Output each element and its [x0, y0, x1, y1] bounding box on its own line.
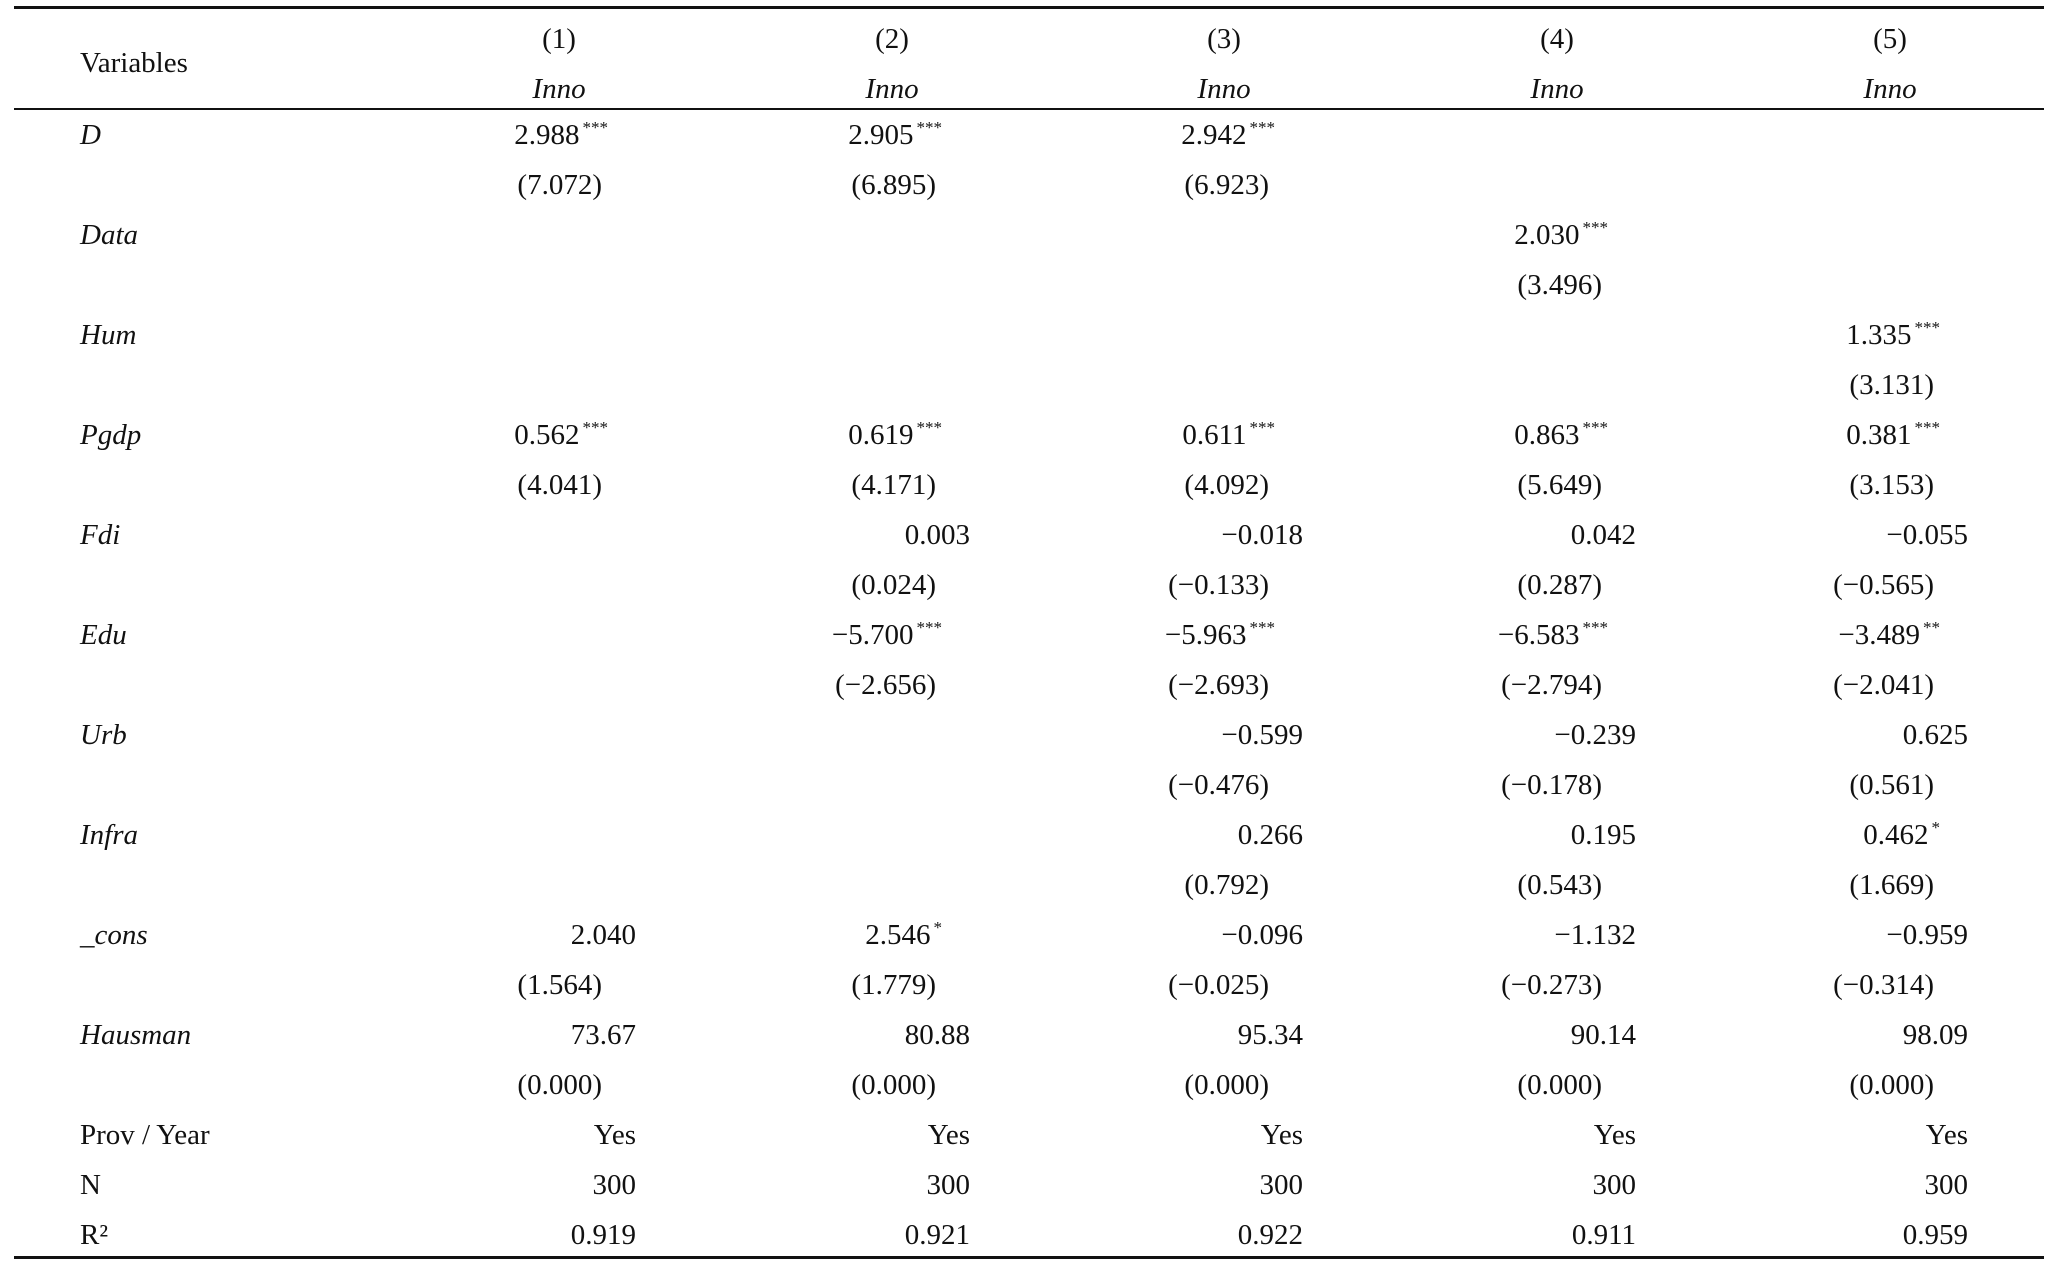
- t-statistic: (0.000): [1517, 1069, 1602, 1101]
- coefficient-cell: [594, 1116, 636, 1154]
- column-number: (5): [1873, 23, 1907, 55]
- t-statistic: (6.923): [1184, 169, 1269, 201]
- coefficient-value: −6.583: [1497, 619, 1580, 651]
- coefficient-value: −0.018: [1221, 519, 1303, 551]
- coefficient-cell: [1846, 416, 1940, 458]
- coefficient-value: 0.003: [904, 519, 970, 551]
- significance-stars: ***: [1582, 618, 1608, 637]
- coefficient-cell: [514, 416, 608, 458]
- coefficient-value: 2.988: [514, 119, 580, 151]
- coefficient-cell: [1903, 1016, 1968, 1054]
- t-statistic: (0.543): [1517, 869, 1602, 901]
- coefficient-cell: [1221, 516, 1303, 554]
- coefficient-cell: [1261, 1116, 1303, 1154]
- coefficient-value: −5.963: [1164, 619, 1247, 651]
- coefficient-value: 0.959: [1902, 1219, 1968, 1251]
- top-rule: [14, 6, 2044, 9]
- coefficient-value: 0.562: [514, 419, 580, 451]
- significance-stars: **: [1923, 618, 1940, 637]
- coefficient-cell: [571, 1016, 636, 1054]
- coefficient-cell: [1165, 616, 1275, 658]
- coefficient-cell: [1221, 716, 1303, 754]
- coefficient-cell: [1925, 1166, 1969, 1204]
- coefficient-value: Yes: [1260, 1119, 1303, 1151]
- coefficient-cell: [1903, 716, 1968, 754]
- coefficient-cell: [1846, 316, 1940, 358]
- coefficient-value: 300: [926, 1169, 970, 1201]
- coefficient-cell: [1571, 516, 1636, 554]
- row-label: _cons: [80, 919, 148, 951]
- coefficient-value: −3.489: [1838, 619, 1920, 651]
- t-statistic: (0.000): [1184, 1069, 1269, 1101]
- coefficient-value: 98.09: [1902, 1019, 1968, 1051]
- significance-stars: ***: [916, 418, 942, 437]
- coefficient-cell: [1571, 1016, 1636, 1054]
- row-label: Hausman: [80, 1019, 192, 1051]
- coefficient-value: 0.919: [570, 1219, 636, 1251]
- variables-header: Variables: [80, 47, 188, 79]
- t-statistic: (3.131): [1849, 369, 1934, 401]
- t-statistic: (0.287): [1517, 569, 1602, 601]
- significance-stars: ***: [1582, 418, 1608, 437]
- significance-stars: ***: [1249, 418, 1275, 437]
- coefficient-cell: [1594, 1116, 1636, 1154]
- column-dependent-variable: Inno: [1530, 73, 1584, 105]
- t-statistic: (0.024): [851, 569, 936, 601]
- coefficient-value: 2.040: [570, 919, 636, 951]
- coefficient-value: 0.195: [1570, 819, 1636, 851]
- coefficient-value: 300: [1592, 1169, 1636, 1201]
- coefficient-value: 0.381: [1846, 419, 1912, 451]
- t-statistic: (3.153): [1849, 469, 1934, 501]
- t-statistic: (0.792): [1184, 869, 1269, 901]
- t-statistic: (5.649): [1517, 469, 1602, 501]
- header-rule: [14, 108, 2044, 110]
- coefficient-cell: [1593, 1166, 1637, 1204]
- coefficient-cell: [1838, 616, 1940, 658]
- coefficient-value: 300: [1259, 1169, 1303, 1201]
- coefficient-cell: [1903, 1216, 1968, 1254]
- coefficient-value: Yes: [1925, 1119, 1968, 1151]
- significance-stars: ***: [582, 118, 608, 137]
- t-statistic: (−0.273): [1501, 969, 1602, 1001]
- coefficient-value: −0.239: [1554, 719, 1636, 751]
- coefficient-cell: [1221, 916, 1303, 954]
- t-statistic: (0.561): [1849, 769, 1934, 801]
- coefficient-value: 0.922: [1237, 1219, 1303, 1251]
- coefficient-cell: [848, 116, 942, 158]
- coefficient-cell: [1886, 516, 1968, 554]
- coefficient-cell: [1260, 1166, 1304, 1204]
- coefficient-value: 95.34: [1237, 1019, 1303, 1051]
- coefficient-value: 1.335: [1846, 319, 1912, 351]
- t-statistic: (4.092): [1184, 469, 1269, 501]
- significance-stars: ***: [1914, 318, 1940, 337]
- t-statistic: (4.041): [517, 469, 602, 501]
- t-statistic: (−2.041): [1833, 669, 1934, 701]
- bottom-rule: [14, 1256, 2044, 1259]
- t-statistic: (1.564): [517, 969, 602, 1001]
- row-label: Fdi: [80, 519, 121, 551]
- significance-stars: *: [1931, 818, 1940, 837]
- coefficient-cell: [1571, 816, 1636, 854]
- column-number: (3): [1207, 23, 1241, 55]
- t-statistic: (1.669): [1849, 869, 1934, 901]
- coefficient-value: 0.042: [1570, 519, 1636, 551]
- coefficient-cell: [928, 1116, 970, 1154]
- significance-stars: ***: [1914, 418, 1940, 437]
- coefficient-value: 2.942: [1181, 119, 1247, 151]
- coefficient-cell: [571, 1216, 636, 1254]
- coefficient-cell: [905, 516, 970, 554]
- coefficient-value: −0.959: [1886, 919, 1968, 951]
- coefficient-value: 300: [592, 1169, 636, 1201]
- coefficient-cell: [1514, 216, 1608, 258]
- t-statistic: (3.496): [1517, 269, 1602, 301]
- t-statistic: (6.895): [851, 169, 936, 201]
- coefficient-value: 0.619: [848, 419, 914, 451]
- coefficient-cell: [905, 1216, 970, 1254]
- coefficient-value: 0.625: [1902, 719, 1968, 751]
- coefficient-value: 0.266: [1237, 819, 1303, 851]
- coefficient-value: 0.611: [1182, 419, 1247, 451]
- coefficient-value: 2.905: [848, 119, 914, 151]
- coefficient-cell: [1926, 1116, 1968, 1154]
- coefficient-cell: [832, 616, 942, 658]
- coefficient-value: 73.67: [570, 1019, 636, 1051]
- coefficient-value: 0.863: [1514, 419, 1580, 451]
- t-statistic: (0.000): [851, 1069, 936, 1101]
- coefficient-cell: [571, 916, 636, 954]
- row-label: Urb: [80, 719, 127, 751]
- coefficient-value: −0.096: [1221, 919, 1303, 951]
- coefficient-cell: [1572, 1216, 1636, 1254]
- coefficient-cell: [1554, 716, 1636, 754]
- significance-stars: ***: [582, 418, 608, 437]
- coefficient-cell: [1238, 1216, 1303, 1254]
- coefficient-cell: [1514, 416, 1608, 458]
- significance-stars: ***: [1582, 218, 1608, 237]
- row-label: Edu: [80, 619, 127, 651]
- t-statistic: (−0.133): [1168, 569, 1269, 601]
- row-label: Hum: [80, 319, 137, 351]
- t-statistic: (7.072): [517, 169, 602, 201]
- t-statistic: (4.171): [851, 469, 936, 501]
- coefficient-cell: [1238, 1016, 1303, 1054]
- coefficient-cell: [927, 1166, 971, 1204]
- column-number: (1): [542, 23, 576, 55]
- row-label: Infra: [80, 819, 138, 851]
- coefficient-cell: [865, 916, 942, 958]
- coefficient-cell: [1863, 816, 1940, 858]
- coefficient-value: Yes: [1593, 1119, 1636, 1151]
- column-number: (2): [875, 23, 909, 55]
- coefficient-value: 90.14: [1570, 1019, 1636, 1051]
- t-statistic: (0.000): [517, 1069, 602, 1101]
- coefficient-cell: [1181, 116, 1275, 158]
- row-label: Prov / Year: [80, 1119, 210, 1151]
- significance-stars: *: [933, 918, 942, 937]
- row-label: N: [80, 1169, 101, 1201]
- coefficient-value: 0.462: [1863, 819, 1929, 851]
- coefficient-value: −0.055: [1886, 519, 1968, 551]
- column-number: (4): [1540, 23, 1574, 55]
- t-statistic: (−2.693): [1168, 669, 1269, 701]
- coefficient-cell: [514, 116, 608, 158]
- t-statistic: (−0.476): [1168, 769, 1269, 801]
- coefficient-value: −0.599: [1221, 719, 1303, 751]
- significance-stars: ***: [916, 118, 942, 137]
- coefficient-value: Yes: [593, 1119, 636, 1151]
- coefficient-value: 2.030: [1514, 219, 1580, 251]
- coefficient-cell: [905, 1016, 970, 1054]
- significance-stars: ***: [1249, 118, 1275, 137]
- t-statistic: (−0.314): [1833, 969, 1934, 1001]
- t-statistic: (1.779): [851, 969, 936, 1001]
- coefficient-cell: [593, 1166, 637, 1204]
- coefficient-value: 0.911: [1571, 1219, 1636, 1251]
- row-label: R²: [80, 1219, 109, 1251]
- column-dependent-variable: Inno: [865, 73, 919, 105]
- coefficient-cell: [848, 416, 942, 458]
- coefficient-cell: [1498, 616, 1608, 658]
- row-label: D: [80, 119, 101, 151]
- t-statistic: (0.000): [1849, 1069, 1934, 1101]
- coefficient-cell: [1182, 416, 1275, 458]
- coefficient-value: Yes: [927, 1119, 970, 1151]
- t-statistic: (−2.656): [835, 669, 936, 701]
- t-statistic: (−0.565): [1833, 569, 1934, 601]
- coefficient-value: 300: [1924, 1169, 1968, 1201]
- coefficient-value: 2.546: [865, 919, 931, 951]
- t-statistic: (−0.178): [1501, 769, 1602, 801]
- row-label: Pgdp: [80, 419, 142, 451]
- coefficient-value: −1.132: [1554, 919, 1636, 951]
- coefficient-value: 0.921: [904, 1219, 970, 1251]
- t-statistic: (−2.794): [1501, 669, 1602, 701]
- column-dependent-variable: Inno: [532, 73, 586, 105]
- significance-stars: ***: [916, 618, 942, 637]
- coefficient-value: 80.88: [904, 1019, 970, 1051]
- row-label: Data: [80, 219, 138, 251]
- coefficient-cell: [1886, 916, 1968, 954]
- coefficient-value: −5.700: [831, 619, 914, 651]
- coefficient-cell: [1554, 916, 1636, 954]
- t-statistic: (−0.025): [1168, 969, 1269, 1001]
- significance-stars: ***: [1249, 618, 1275, 637]
- coefficient-cell: [1238, 816, 1303, 854]
- column-dependent-variable: Inno: [1863, 73, 1917, 105]
- column-dependent-variable: Inno: [1197, 73, 1251, 105]
